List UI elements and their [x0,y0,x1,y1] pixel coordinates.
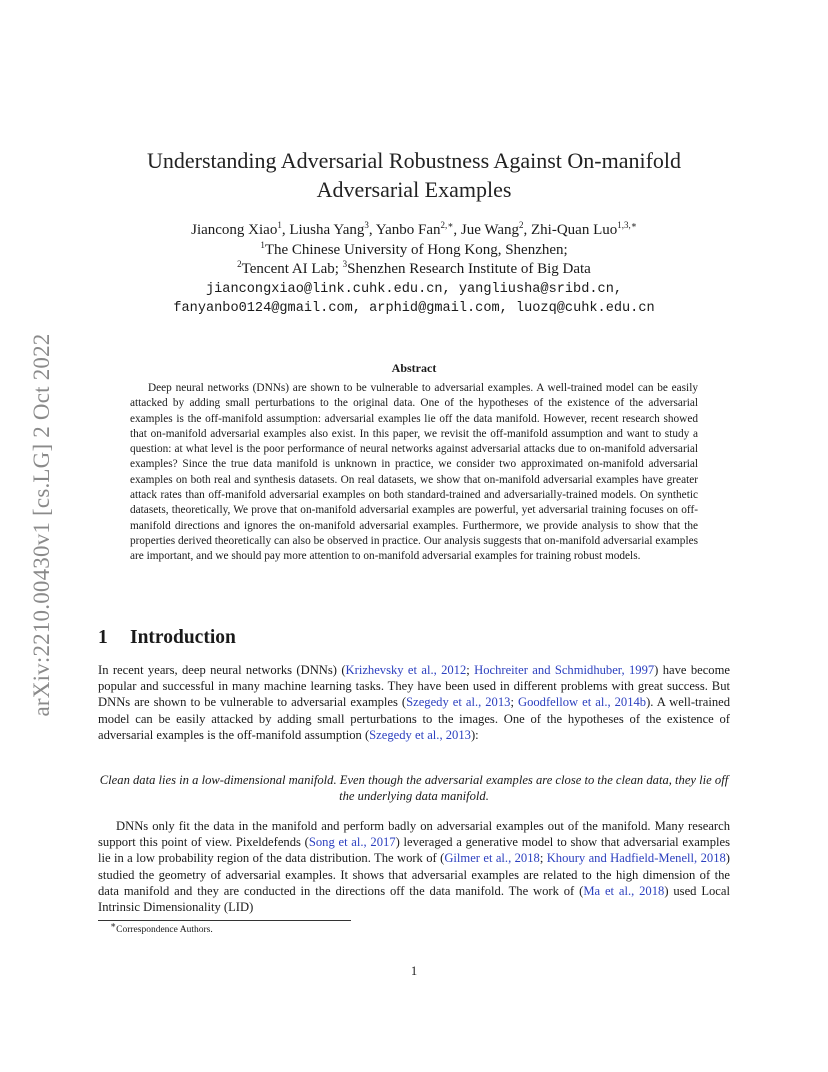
affiliation-text: Shenzhen Research Institute of Big Data [347,261,591,277]
footnote-divider [98,920,351,921]
author-affil-mark: 3 [364,220,369,230]
section-title: Introduction [130,627,236,648]
section-number: 1 [98,627,108,648]
page-number: 1 [410,964,418,978]
intro-paragraph-1 [98,662,730,743]
citation-link[interactable]: Krizhevsky et al., 2012 [345,663,467,677]
affil-mark: 1 [260,239,265,250]
footnote-mark: ∗ [110,920,117,930]
body-text: ; [466,663,475,677]
citation-link[interactable]: Szegedy et al., 2013 [406,695,511,710]
citation-link[interactable]: Gilmer et al., 2018 [444,851,540,866]
body-text: ; [539,851,547,866]
body-text: In recent years, deep neural networks (DNNs) ( [98,663,346,677]
arxiv-sidebar-stamp [22,290,62,760]
footnote-text: Correspondence Authors. [116,925,213,936]
email-line-1[interactable]: jiancongxiao@link.cuhk.edu.cn, yangliusha@sribd.cn, [205,281,623,297]
hypothesis-quote: Clean data lies in a low-dimensional manifold. Even though the adversarial examples are close to the clean data, they lie off the underlying data manifold. [99,773,729,804]
citation-link[interactable]: Ma et al., 2018 [583,883,665,898]
author-name: Jiancong Xiao [191,222,278,238]
author-name: , Yanbo Fan [368,222,441,238]
author-name: , Liusha Yang [281,222,365,238]
email-line-2[interactable]: fanyanbo0124@gmail.com, arphid@gmail.com, luozq@cuhk.edu.cn [173,301,655,316]
author-name: , Jue Wang [453,222,520,238]
author-block [90,221,738,319]
abstract-heading: Abstract [391,361,437,375]
citation-link[interactable]: Szegedy et al., 2013 [369,727,471,742]
arxiv-identifier: arXiv:2210.00430v1 [cs.LG] 2 Oct 2022 [29,333,54,717]
affiliation-text: The Chinese University of Hong Kong, Shenzhen; [264,241,568,258]
title-line-1: Understanding Adversarial Robustness Against On-manifold [146,148,682,173]
affil-mark: 2 [237,259,242,269]
body-text: ) have become popular and successful in many machine learning tasks. They have been used in different problems with great success. But DNNs are shown to be vulnerable to adversarial examples ( [98,663,730,710]
body-text: DNNs only fit the data in the manifold and perform badly on adversarial examples out of the manifold. Many research support this point of view. Pixeldefends ( [98,819,730,850]
body-text: ; [510,695,518,710]
title-line-2: Adversarial Examples [316,177,512,202]
affiliation-line-2 [90,260,738,280]
body-text: ) studied the geometry of adversarial examples. It shows that adversarial examples are related to the high dimension of the data manifold and they are conducted in the directions off the data manifold. The work of ( [98,851,730,898]
body-text: ). A well-trained model can be easily attacked by adding small perturbations to the images. One of the hypotheses of the existence of adversarial examples is the off-manifold assumption ( [98,695,731,742]
intro-paragraph-2 [98,818,730,915]
section-heading [98,627,236,649]
citation-link[interactable]: Song et al., 2017 [308,835,396,850]
abstract-body: Deep neural networks (DNNs) are shown to be vulnerable to adversarial examples. A well-trained model can be easily attacked by adding small perturbations to the original data. One of the hypotheses of the existence of the adversarial examples is the off-manifold assumption: adversarial examples lie off the data manifold. However, recent research showed that on-manifold adversarial examples also exist. In this paper, we revisit the off-manifold assumption and want to study a question: at what level is the poor performance of neural networks against adversarial attacks due to on-manifold adversarial examples? Since the true data manifold is unknown in practice, we consider two approximated on-manifold adversarial examples on both real and synthesis datasets. On real datasets, we show that on-manifold adversarial examples have greater attack rates than off-manifold adversarial examples on both standard-trained and adversarially-trained models. On synthetic datasets, theoretically, We prove that on-manifold adversarial examples are powerful, yet adversarial training focuses on off-manifold directions and ignores the on-manifold adversarial examples. Furthermore, we provide analysis to show that the properties derived theoretically can also be observed in practice. Our analysis suggests that on-manifold adversarial examples are important, and we should pay more attention to on-manifold adversarial examples for training robust models. [130,382,698,563]
affil-mark: 3 [342,259,348,269]
affiliation-line-1 [90,241,738,261]
body-text: ) used Local Intrinsic Dimensionality (LID) [98,883,730,915]
author-affil-mark: 1,3,∗ [617,220,637,230]
footnote [110,920,213,936]
author-affil-mark: 2,∗ [440,220,454,230]
citation-link[interactable]: Khoury and Hadfield-Menell, 2018 [546,851,726,866]
body-text: ) leveraged a generative model to show that adversarial examples lie in a low probability region of the data distribution. The work of ( [98,835,730,866]
author-list [90,221,738,241]
affiliation-text: Tencent AI Lab; [241,261,343,277]
citation-link[interactable]: Hochreiter and Schmidhuber, 1997 [474,663,655,677]
body-text: ): [470,727,479,742]
author-affil-mark: 1 [277,220,282,230]
author-name: , Zhi-Quan Luo [523,222,618,238]
citation-link[interactable]: Goodfellow et al., 2014b [517,695,647,710]
author-affil-mark: 2 [519,220,524,230]
paper-title [100,146,728,204]
